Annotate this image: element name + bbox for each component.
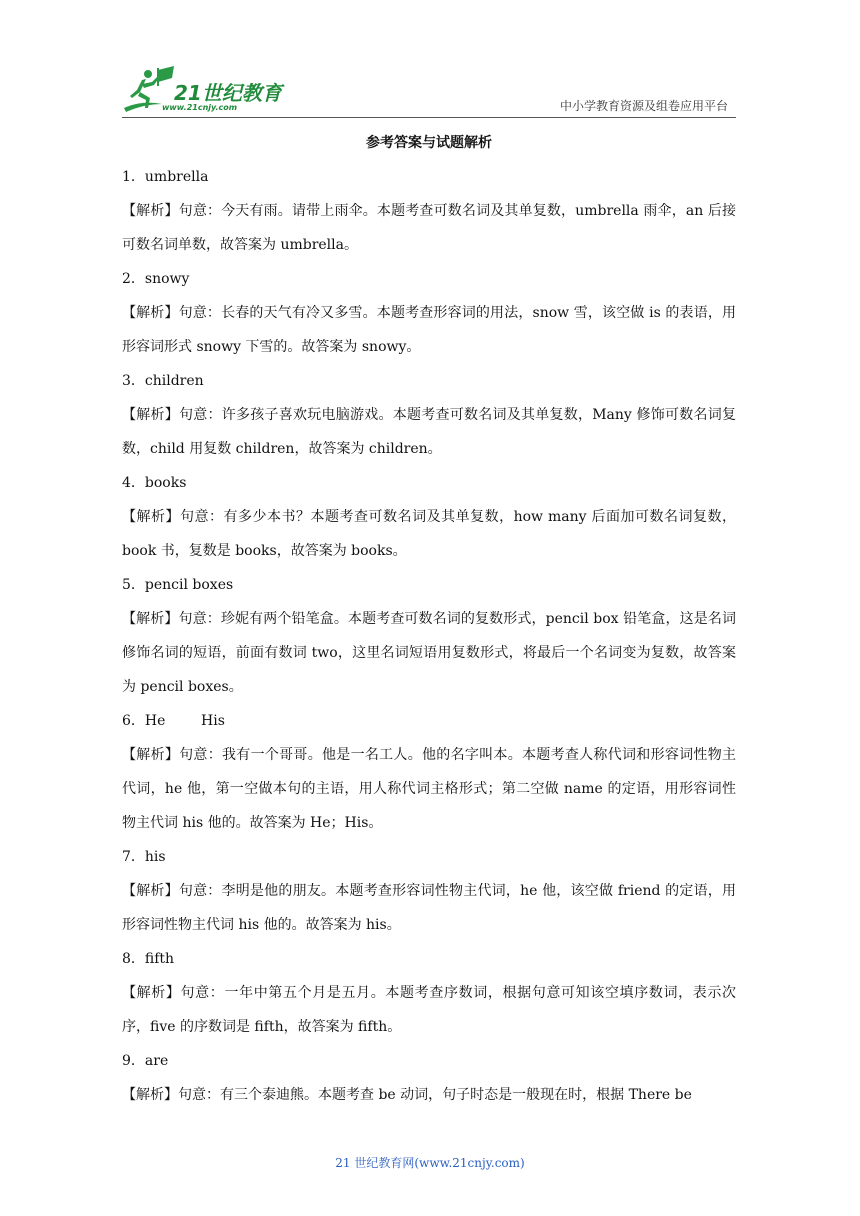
page-title: 参考答案与试题解析	[366, 135, 492, 151]
answer-item	[122, 942, 736, 1044]
analysis-text: 【解析】句意：我有一个哥哥。他是一名工人。他的名字叫本。本题考查人称代词和形容词性物主代词，he 他，第一空做本句的主语，用人称代词主格形式；第二空做 name 的定语，用形容词性物主代词 his 他的。故答案为 He；His。	[122, 747, 736, 831]
answer-line: 9．are	[122, 1053, 169, 1069]
header-platform-name: 中小学教育资源及组卷应用平台	[559, 99, 728, 113]
answer-item	[122, 466, 736, 568]
answer-item	[122, 262, 736, 364]
answer-item	[122, 840, 736, 942]
answer-item	[122, 364, 736, 466]
logo-text: 21世纪教育	[174, 81, 282, 105]
analysis-text: 【解析】句意：有三个泰迪熊。本题考查 be 动词，句子时态是一般现在时，根据 There be	[122, 1087, 692, 1103]
answer-item	[122, 1044, 736, 1112]
answer-content	[122, 126, 736, 1112]
analysis-text: 【解析】句意：长春的天气有冷又多雪。本题考查形容词的用法，snow 雪，该空做 is 的表语，用形容词形式 snowy 下雪的。故答案为 snowy。	[122, 305, 736, 355]
answer-item	[122, 160, 736, 262]
analysis-text: 【解析】句意：许多孩子喜欢玩电脑游戏。本题考查可数名词及其单复数，Many 修饰可数名词复数，child 用复数 children，故答案为 children。	[122, 407, 736, 457]
analysis-text: 【解析】句意：今天有雨。请带上雨伞。本题考查可数名词及其单复数，umbrella 雨伞，an 后接可数名词单数，故答案为 umbrella。	[122, 203, 736, 253]
answer-line: 5．pencil boxes	[122, 577, 234, 593]
analysis-text: 【解析】句意：珍妮有两个铅笔盒。本题考查可数名词的复数形式，pencil box 铅笔盒，这是名词修饰名词的短语，前面有数词 two，这里名词短语用复数形式，将最后一个名词变为复数，故答案为 pencil boxes。	[122, 611, 736, 695]
answer-line: 2．snowy	[122, 271, 190, 287]
page-header	[0, 0, 860, 118]
answer-line: 1．umbrella	[122, 169, 209, 185]
analysis-text: 【解析】句意：李明是他的朋友。本题考查形容词性物主代词，he 他，该空做 friend 的定语，用形容词性物主代词 his 他的。故答案为 his。	[122, 883, 736, 933]
answer-item	[122, 568, 736, 704]
answer-line: 6．He His	[122, 713, 225, 729]
answer-line: 7．his	[122, 849, 166, 865]
answer-line: 3．children	[122, 373, 204, 389]
logo-url: www.21cnjy.com	[162, 103, 238, 112]
logo	[122, 64, 292, 116]
answer-item	[122, 704, 736, 840]
header-divider	[122, 117, 736, 118]
answer-line: 8．fifth	[122, 951, 175, 967]
analysis-text: 【解析】句意：一年中第五个月是五月。本题考查序数词，根据句意可知该空填序数词，表示次序，five 的序数词是 fifth，故答案为 fifth。	[122, 985, 736, 1035]
analysis-text: 【解析】句意：有多少本书？本题考查可数名词及其单复数，how many 后面加可数名词复数，book 书，复数是 books，故答案为 books。	[122, 509, 736, 559]
answer-line: 4．books	[122, 475, 187, 491]
page-footer[interactable]: 21 世纪教育网(www.21cnjy.com)	[335, 1156, 525, 1170]
